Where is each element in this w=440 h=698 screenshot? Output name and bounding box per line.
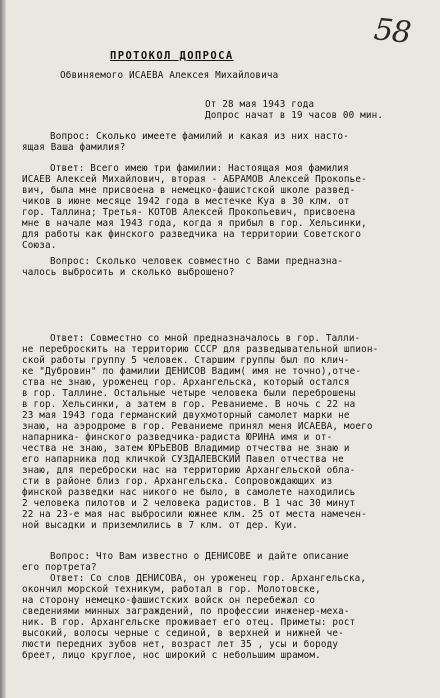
page-edge-shadow [0,0,6,698]
answer-paragraph-line: ской работы группу 5 человек. Старшим группы был по клич- [22,355,350,366]
answer-paragraph-line: вич, была мне присвоена в немецко-фашистской школе развед- [22,185,356,196]
answer-paragraph-line: на сторону немецко-фашистских войск он перебежал со [22,595,316,606]
answer-paragraph-line: окончил морской техникум, работал в гор. Молотовске, [22,584,321,595]
answer-paragraph-line: высокий, волосы черные с сединой, в верхней и нижней че- [22,628,344,639]
document-title: ПРОТОКОЛ ДОПРОСА [110,50,234,62]
answer-paragraph-line: напарника- финского разведчика-радиста ЮРИНА имя и от- [22,432,333,443]
answer-paragraph-line: для работы как финского разведчика на территории Советского [22,229,362,240]
question-paragraph-line: Вопрос: Сколько имеете фамилий и какая из них насто- [50,131,349,142]
answer-paragraph-line: в гор. Таллине. Остальные четыре человека были переброшены [22,388,356,399]
answer-paragraph-line: ник. В гор. Архангельске проживает его отец. Приметы: рост [22,617,356,628]
answer-paragraph-line: не переброскить на территорию СССР для разведывательной шпион- [22,344,379,355]
accused-name-line: Обвиняемого ИСАЕВА Алексея Михайловича [60,70,279,81]
answer-paragraph-line: мне в начале мая 1943 года, когда я прибыл в гор. Хельсинки, [22,218,367,229]
answer-paragraph-line: в гор. Хельсинки, а затем в гор. Реваниеме. В ночь с 22 на [22,399,356,410]
answer-paragraph-line: бреет, лицо круглое, нос широкий с небольшим шрамом. [22,650,321,661]
question-paragraph-line: чалось выбросить и сколько выброшено? [22,267,235,278]
answer-paragraph-line: ства не знаю, уроженец гор. Архангельска, который остался [22,377,350,388]
interrogation-date: От 28 мая 1943 года [205,99,315,110]
answer-paragraph-line: 23 мая 1943 года германский двухмоторный самолет марки не [22,410,350,421]
answer-paragraph-line: чиков в июне месяце 1942 года в местечке Куа в 30 клм. от [22,196,350,207]
handwritten-page-number: 58 [372,12,412,51]
answer-paragraph-line: гор. Таллина; Третья- КОТОВ Алексей Прокопьевич, присвоена [22,207,356,218]
answer-paragraph-line: сти в районе близ гор. Архангельска. Сопровождающих из [22,476,333,487]
question-paragraph-line: его портрета? [22,562,97,573]
answer-paragraph-line: сведениями минных заграждений, по профессии инженер-меха- [22,606,350,617]
interrogation-start-time: Допрос начат в 19 часов 00 мин. [205,110,384,121]
answer-paragraph-line: финской разведки нас никого не было, в самолете находились [22,487,356,498]
answer-paragraph-line: Ответ: Совместно со мной предназначалось в гор. Талли- [50,333,361,344]
answer-paragraph-line: ке "Дубровин" по фамилии ДЕНИСОВ Вадим( имя не точно),отче- [22,366,362,377]
question-paragraph-line: ящая Ваша фамилия? [22,142,126,153]
answer-paragraph-line: знаю, для переброски нас на территорию Архангельской обла- [22,465,356,476]
answer-paragraph-line: Союза. [22,240,57,251]
question-paragraph-line: Вопрос: Что Вам известно о ДЕНИСОВЕ и дайте описание [50,551,349,562]
answer-paragraph-line: 2 человека пилотов и 2 человека радистов. В 1 час 30 минут [22,498,356,509]
answer-paragraph-line: знаю, на аэродроме в гор. Реваниеме принял меня ИСАЕВА, моего [22,421,373,432]
answer-paragraph-line: люсти передних зубов нет, возраст лет 35 , усы и бороду [22,639,339,650]
answer-paragraph-line: чества не знаю, затем ЮРЬЕВОВ Владимир отчества не знаю и [22,443,350,454]
answer-paragraph-line: ИСАЕВ Алексей Михайлович, вторая - АБРАМОВ Алексей Прокопье- [22,174,367,185]
answer-paragraph-line: ной высадки и приземлились в 7 клм. от дер. Куи. [22,520,298,531]
answer-paragraph-line: его напарника под кличкой СУЗДАЛЕВСКИЙ Павел отчества не [22,454,344,465]
answer-paragraph-line: Ответ: Со слов ДЕНИСОВА, он уроженец гор. Архангельска, [50,573,367,584]
question-paragraph-line: Вопрос: Сколько человек совместно с Вами предназна- [50,256,344,267]
answer-paragraph-line: Ответ: Всего имею три фамилии: Настоящая моя фамилия [50,163,349,174]
answer-paragraph-line: 22 на 23-е мая нас выбросили южнее клм. 25 от места намечен- [22,509,367,520]
